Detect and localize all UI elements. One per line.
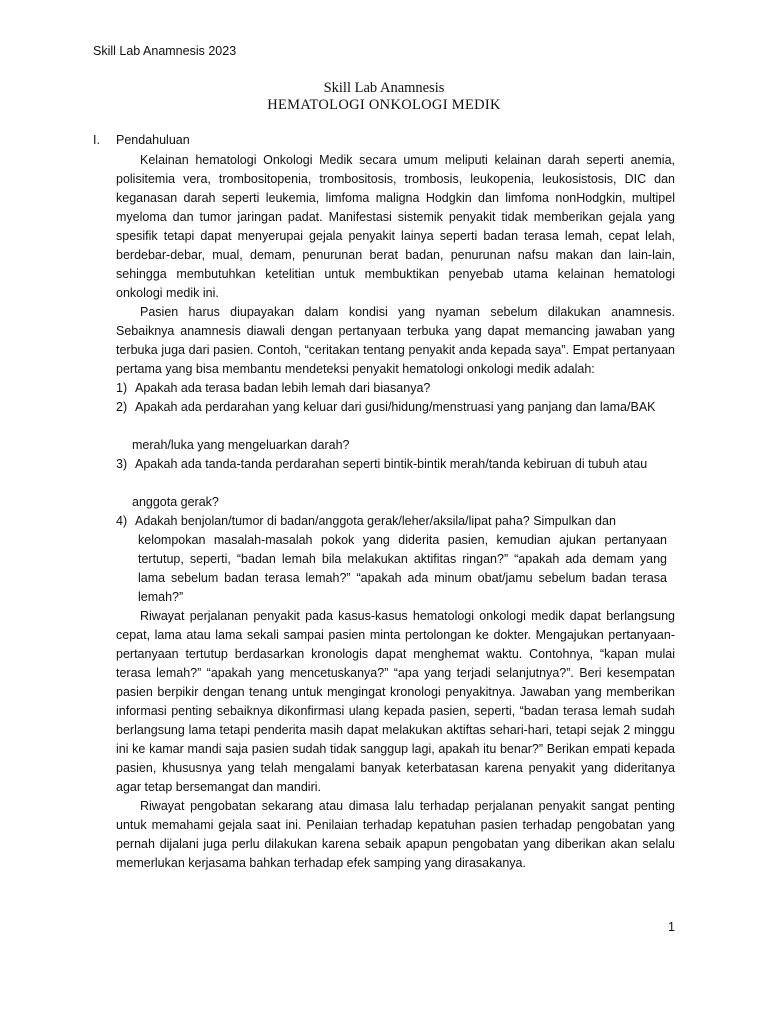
question-continuation: anggota gerak?	[132, 495, 219, 509]
question-text: Apakah ada terasa badan lebih lemah dari biasanya?	[135, 381, 431, 395]
question-item	[116, 398, 675, 417]
page-number: 1	[668, 920, 675, 934]
paragraph-history: Riwayat perjalanan penyakit pada kasus-kasus hematologi onkologi medik dapat berlangsung cepat, lama atau lama sekali sampai pasien minta pertolongan ke dokter. Mengajukan pertanyaan-pertanyaan tertutup berdasarkan kronologis dapat menghemat waktu. Contohnya, “kapan mulai terasa lemah?” “apakah yang mencetuskanya?” “apa yang terjadi selanjutnya?”. Beri kesempatan pasien berpikir dengan tenang untuk mengingat kronologi penyakitnya. Jawaban yang memberikan informasi penting sebaiknya dikonfirmasi ulang kepada pasien, seperti, “badan terasa lemah sudah berlangsung lama tetapi penderita masih dapat melakukan aktiftas sehari-hari, tetapi sejak 2 minggu ini ke kamar mandi saja pasien sudah tidak sanggup lagi, apakah itu benar?” Berikan empati kepada pasien, khususnya yang telah mengalami banyak keterbatasan karena penyakit yang dideritanya agar tetap bersemangat dan mandiri.	[116, 609, 675, 794]
blank-line	[116, 417, 675, 436]
paragraph-treatment: Riwayat pengobatan sekarang atau dimasa lalu terhadap perjalanan penyakit sangat penting untuk memahami gejala saat ini. Penilaian terhadap kepatuhan pasien terhadap pengobatan yang pernah dijalani juga perlu dilakukan karena sebaik apapun pengobatan yang diberikan akan selalu memerlukan kerjasama bahkan terhadap efek samping yang dirasakanya.	[116, 799, 675, 870]
document-body	[116, 151, 675, 873]
document-subtitle: HEMATOLOGI ONKOLOGI MEDIK	[267, 97, 501, 113]
document-title: Skill Lab Anamnesis	[323, 80, 445, 96]
section-number: I.	[93, 133, 100, 147]
blank-line	[116, 474, 675, 493]
question-text: Adakah benjolan/tumor di badan/anggota gerak/leher/aksila/lipat paha? Simpulkan dan	[135, 514, 616, 528]
question-item	[116, 512, 675, 531]
question-number: 3)	[116, 457, 128, 471]
question-number: 4)	[116, 514, 128, 528]
question-item	[116, 455, 675, 474]
question-text: Apakah ada tanda-tanda perdarahan seperti bintik-bintik merah/tanda kebiruan di tubuh atau	[135, 457, 648, 471]
paragraph-anamnesis: Pasien harus diupayakan dalam kondisi yang nyaman sebelum dilakukan anamnesis. Sebaiknya anamnesis diawali dengan pertanyaan terbuka yang dapat memancing jawaban yang terbuka juga dari pasien. Contoh, “ceritakan tentang penyakit anda kepada saya”. Empat pertanyaan pertama yang bisa membantu mendeteksi penyakit hematologi onkologi medik adalah:	[116, 305, 675, 376]
section-title: Pendahuluan	[116, 133, 190, 147]
paragraph-intro: Kelainan hematologi Onkologi Medik secara umum meliputi kelainan darah seperti anemia, polisitemia vera, trombositopenia, trombositosis, trombosis, leukopenia, leukosistosis, DIC dan keganasan darah seperti leukemia, limfoma maligna Hodgkin dan limfoma nonHodgkin, multipel myeloma dan tumor jaringan padat. Manifestasi sistemik penyakit tidak memberikan gejala yang spesifik tetapi dapat menyerupai gejala penyakit lainya seperti badan terasa lemah, cepat lelah, berdebar-debar, mual, demam, penurunan berat badan, penurunan nafsu makan dan lain-lain, sehingga membutuhkan ketelitian untuk membuktikan penyebab utama kelainan hematologi onkologi medik ini.	[116, 153, 675, 300]
question-item	[116, 379, 675, 398]
page-header: Skill Lab Anamnesis 2023	[93, 44, 237, 58]
question-number: 2)	[116, 400, 128, 414]
question-continuation: merah/luka yang mengeluarkan darah?	[132, 438, 350, 452]
question-continuation: kelompokan masalah-masalah pokok yang diderita pasien, kemudian ajukan pertanyaan tertutup, seperti, “badan lemah bila melakukan aktifitas ringan?” “apakah ada demam yang lama sebelum badan terasa lemah?” “apakah ada minum obat/jamu sebelum badan terasa lemah?”	[138, 533, 667, 604]
question-number: 1)	[116, 381, 128, 395]
question-text: Apakah ada perdarahan yang keluar dari gusi/hidung/menstruasi yang panjang dan lama/BAK	[135, 400, 656, 414]
